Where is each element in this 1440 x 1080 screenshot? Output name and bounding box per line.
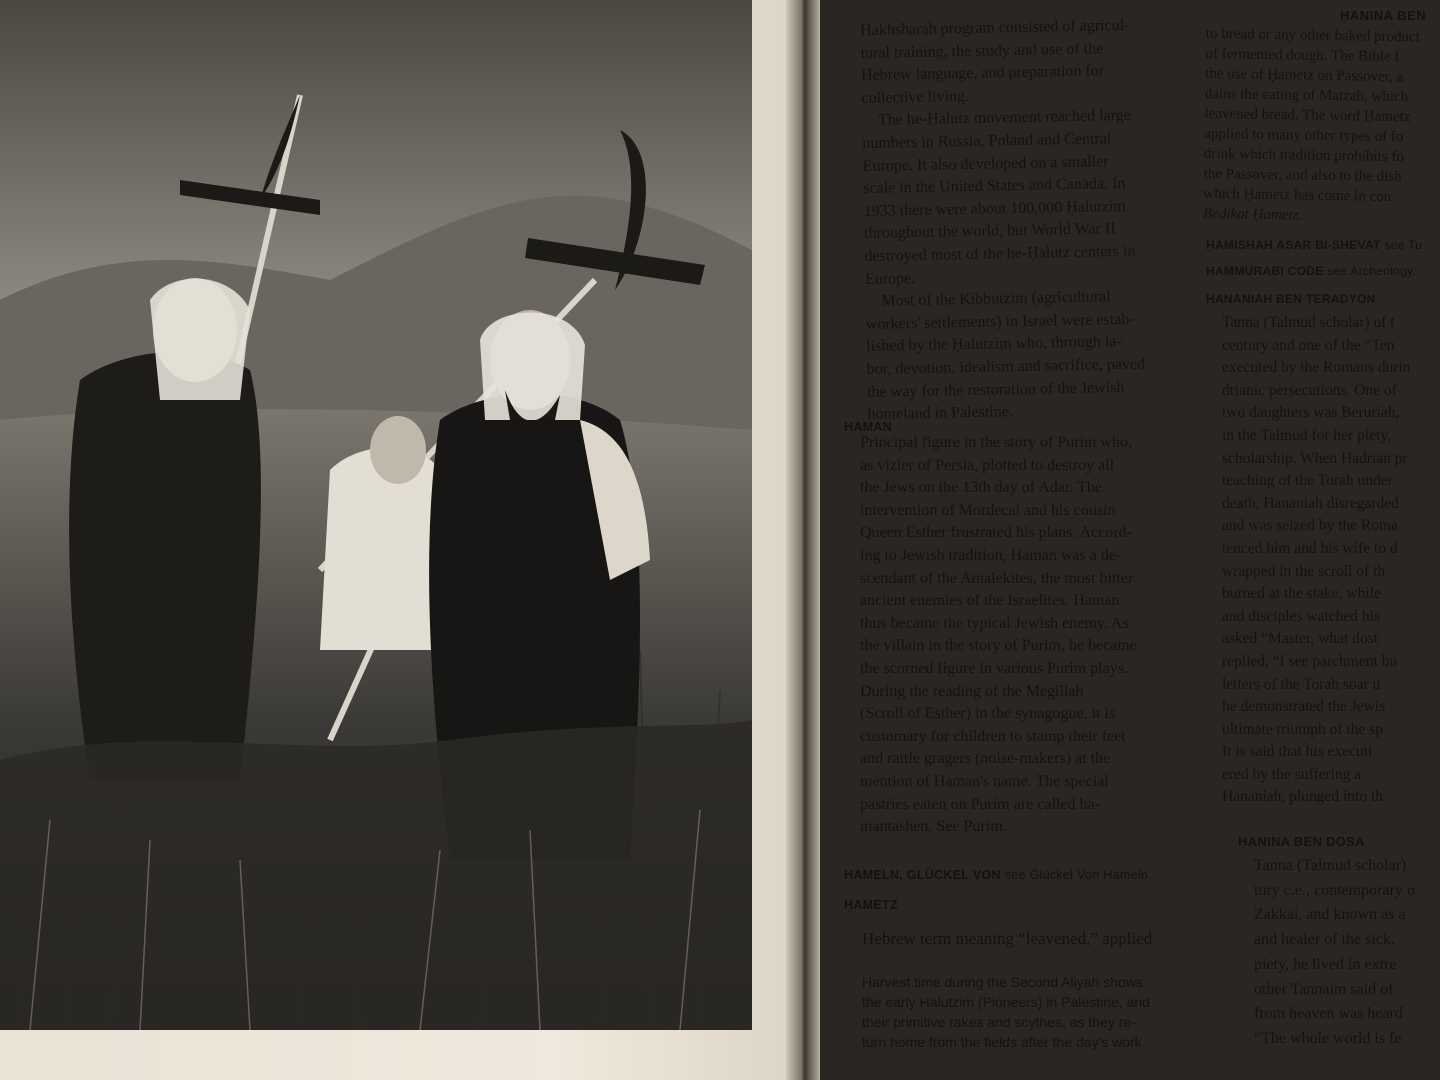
text-line: scholarship. When Hadrian pr	[1222, 449, 1408, 467]
text-line: Most of the Kibbutzim (agricultural	[881, 288, 1111, 310]
caption-line: Harvest time during the Second Aliyah shows	[862, 974, 1143, 990]
text-line: of fermented dough. The Bible f	[1205, 45, 1400, 66]
text-line: other Tannaim said of	[1254, 980, 1394, 998]
text-line: Europe. It also developed on a smaller	[862, 152, 1109, 175]
entry-heading-hanina: ḤANINA BEN DOSA	[1238, 834, 1365, 849]
text-line: workers' settlements) in Israel were estab-	[865, 310, 1135, 333]
text-line: Principal figure in the story of Purim who,	[860, 434, 1132, 451]
entry-heading-hamishah	[1206, 238, 1422, 252]
text-line: Hebrew term meaning “leavened,” applied	[862, 929, 1153, 948]
text-line: two daughters was Beruriah,	[1222, 404, 1400, 422]
text-line: and was seized by the Roma	[1222, 517, 1399, 535]
text-line: 1933 there were about 100,000 Ḥalutzim	[863, 197, 1126, 220]
text-line: homeland in Palestine.	[867, 403, 1014, 424]
text-line: the Jews on the 13th day of Adar. The	[860, 479, 1102, 497]
text-line: replied, “I see parchment bu	[1222, 652, 1398, 670]
text-line: asked “Master, what dost	[1222, 630, 1379, 648]
text-line: dains the eating of Matzah, which	[1204, 85, 1409, 106]
text-line: mention of Haman's name. The special	[860, 772, 1109, 790]
text-line: applied to many other types of fo	[1204, 125, 1404, 146]
entry-heading-haman: HAMAN	[844, 420, 893, 434]
text-line: and healer of the sick.	[1254, 931, 1395, 949]
caption-line: their primitive rakes and scythes, as they re-	[862, 1014, 1136, 1030]
text-line: “The whole world is fe	[1254, 1029, 1402, 1047]
entry-heading-hameln	[844, 868, 1152, 882]
hameln-see-reference: see Glückel Von Hameln.	[1004, 868, 1152, 882]
text-line: to bread or any other baked product	[1205, 25, 1421, 46]
text-line: the use of Ḥametz on Passover, a	[1205, 65, 1404, 86]
text-line: bor, devotion, idealism and sacrifice, paved	[866, 355, 1146, 378]
text-line: numbers in Russia, Poland and Central	[862, 130, 1112, 152]
text-line: ered by the suffering a	[1222, 765, 1362, 783]
text-line: century and one of the “Ten	[1222, 336, 1395, 354]
text-line: customary for children to stamp their feet	[860, 727, 1126, 745]
text-line: pastries eaten on Purim are called ha-	[860, 795, 1100, 813]
text-line: scale in the United States and Canada. In	[863, 175, 1126, 198]
text-line: leavened bread. The word Ḥametz	[1204, 105, 1411, 126]
text-line: tury c.e., contemporary o	[1254, 881, 1415, 899]
text-line: as vizier of Persia, plotted to destroy all	[860, 456, 1115, 474]
text-line: teaching of the Torah under	[1222, 472, 1393, 490]
entry-heading-hananiah: HANANIAH BEN TERADYON	[1206, 292, 1376, 306]
text-line: collective living.	[861, 87, 970, 107]
text-line: drianic persecutions. One of	[1222, 381, 1397, 399]
text-line: the scorned figure in various Purim plays.	[860, 659, 1128, 677]
text-line: Zakkai, and known as a	[1254, 906, 1406, 924]
hamishah-see-reference: see Tu	[1384, 238, 1423, 252]
hammurabi-see-reference: see Archeology.	[1327, 264, 1417, 278]
entry-heading-hametz: ḤAMETZ	[844, 898, 898, 912]
book-gutter	[786, 0, 820, 1080]
text-line: executed by the Romans durin	[1222, 359, 1411, 377]
hamishah-heading-text: ḤAMISHAH ASAR BI-SHEVAT	[1206, 238, 1381, 252]
text-line: thus became the typical Jewish enemy. As	[860, 614, 1129, 632]
text-line: ancient enemies of the Israelites. Haman	[860, 592, 1120, 610]
hametz-entry-text	[862, 928, 1208, 951]
text-line: Bedikat Ḥametz.	[1202, 205, 1303, 224]
text-line: Tanna (Talmud scholar)	[1254, 857, 1407, 874]
harvest-photograph	[0, 0, 752, 1030]
text-line: Tanna (Talmud scholar) of t	[1222, 314, 1395, 331]
text-line: piety, he lived in extre	[1254, 955, 1397, 973]
text-line: Queen Esther frustrated his plans. Accord-	[860, 524, 1132, 542]
caption-line: the early Ḥalutzim (Pioneers) in Palestine, and	[862, 994, 1150, 1010]
text-line: mantashen. See Purim.	[860, 818, 1007, 836]
haman-entry-text	[860, 432, 1206, 839]
column-one-intro	[860, 14, 1188, 427]
text-line: the Passover, and also to the dish	[1203, 165, 1402, 186]
text-line: Hakhsharah program consisted of agricul-	[860, 16, 1130, 39]
text-line: scendant of the Amalekites, the most bitter	[860, 569, 1134, 587]
text-line: and rattle gragers (noise-makers) at the	[860, 750, 1111, 768]
text-line: which Ḥametz has come in con	[1203, 185, 1392, 205]
text-line: The he-Ḥalutz movement reached large	[877, 107, 1131, 130]
text-line: It is said that his executi	[1222, 743, 1373, 761]
entry-heading-hammurabi	[1206, 264, 1416, 278]
text-line: drink which tradition prohibits fo	[1203, 145, 1405, 166]
pioneers-photo-image	[0, 0, 752, 1030]
hametz-continuation	[1203, 24, 1440, 228]
text-line: ultimate triumph of the sp	[1222, 720, 1384, 738]
hammurabi-heading-text: HAMMURABI CODE	[1206, 264, 1324, 278]
text-line: the way for the restoration of the Jewish	[866, 378, 1125, 401]
text-line: Europe.	[864, 269, 916, 288]
text-line: in the Talmud for her piety,	[1222, 426, 1391, 444]
text-line: he demonstrated the Jewis	[1222, 698, 1386, 716]
hananiah-entry-text	[1222, 312, 1440, 809]
hanina-entry-text	[1254, 854, 1440, 1052]
text-line: During the reading of the Megillah	[860, 682, 1084, 700]
text-line: lished by the Ḥalutzim who, through la-	[866, 333, 1122, 356]
text-line: the villain in the story of Purim, he became	[860, 637, 1137, 655]
text-line: Hebrew language, and preparation for	[860, 62, 1105, 85]
text-line: death, Hananiah disregarded	[1222, 494, 1399, 512]
text-line: letters of the Torah soar u	[1222, 675, 1381, 693]
text-line: destroyed most of the he-Ḥalutz centers in	[864, 242, 1136, 265]
text-line: tural training, the study and use of the	[860, 39, 1104, 62]
text-line: Hananiah, plunged into th	[1222, 788, 1383, 806]
hameln-heading-text: HAMELN, GLÜCKEL VON	[844, 868, 1001, 882]
caption-line: turn home from the fields after the day's work.	[862, 1034, 1146, 1050]
text-line: intervention of Mordecai and his cousin	[860, 501, 1116, 519]
text-line: (Scroll of Esther) in the synagogue, it is	[860, 705, 1116, 723]
text-line: wrapped in the scroll of th	[1222, 562, 1386, 580]
photo-caption	[862, 972, 1212, 1052]
text-line: tenced him and his wife to d	[1222, 539, 1398, 557]
running-head: ḤANINA BEN	[1340, 8, 1427, 23]
text-line: throughout the world, but World War II	[863, 220, 1116, 243]
text-line: and disciples watched his	[1222, 607, 1380, 625]
text-line: ing to Jewish tradition, Haman was a de-	[860, 546, 1122, 564]
text-line: from heaven was heard	[1254, 1005, 1403, 1023]
text-line: burned at the stake, while	[1222, 585, 1381, 603]
